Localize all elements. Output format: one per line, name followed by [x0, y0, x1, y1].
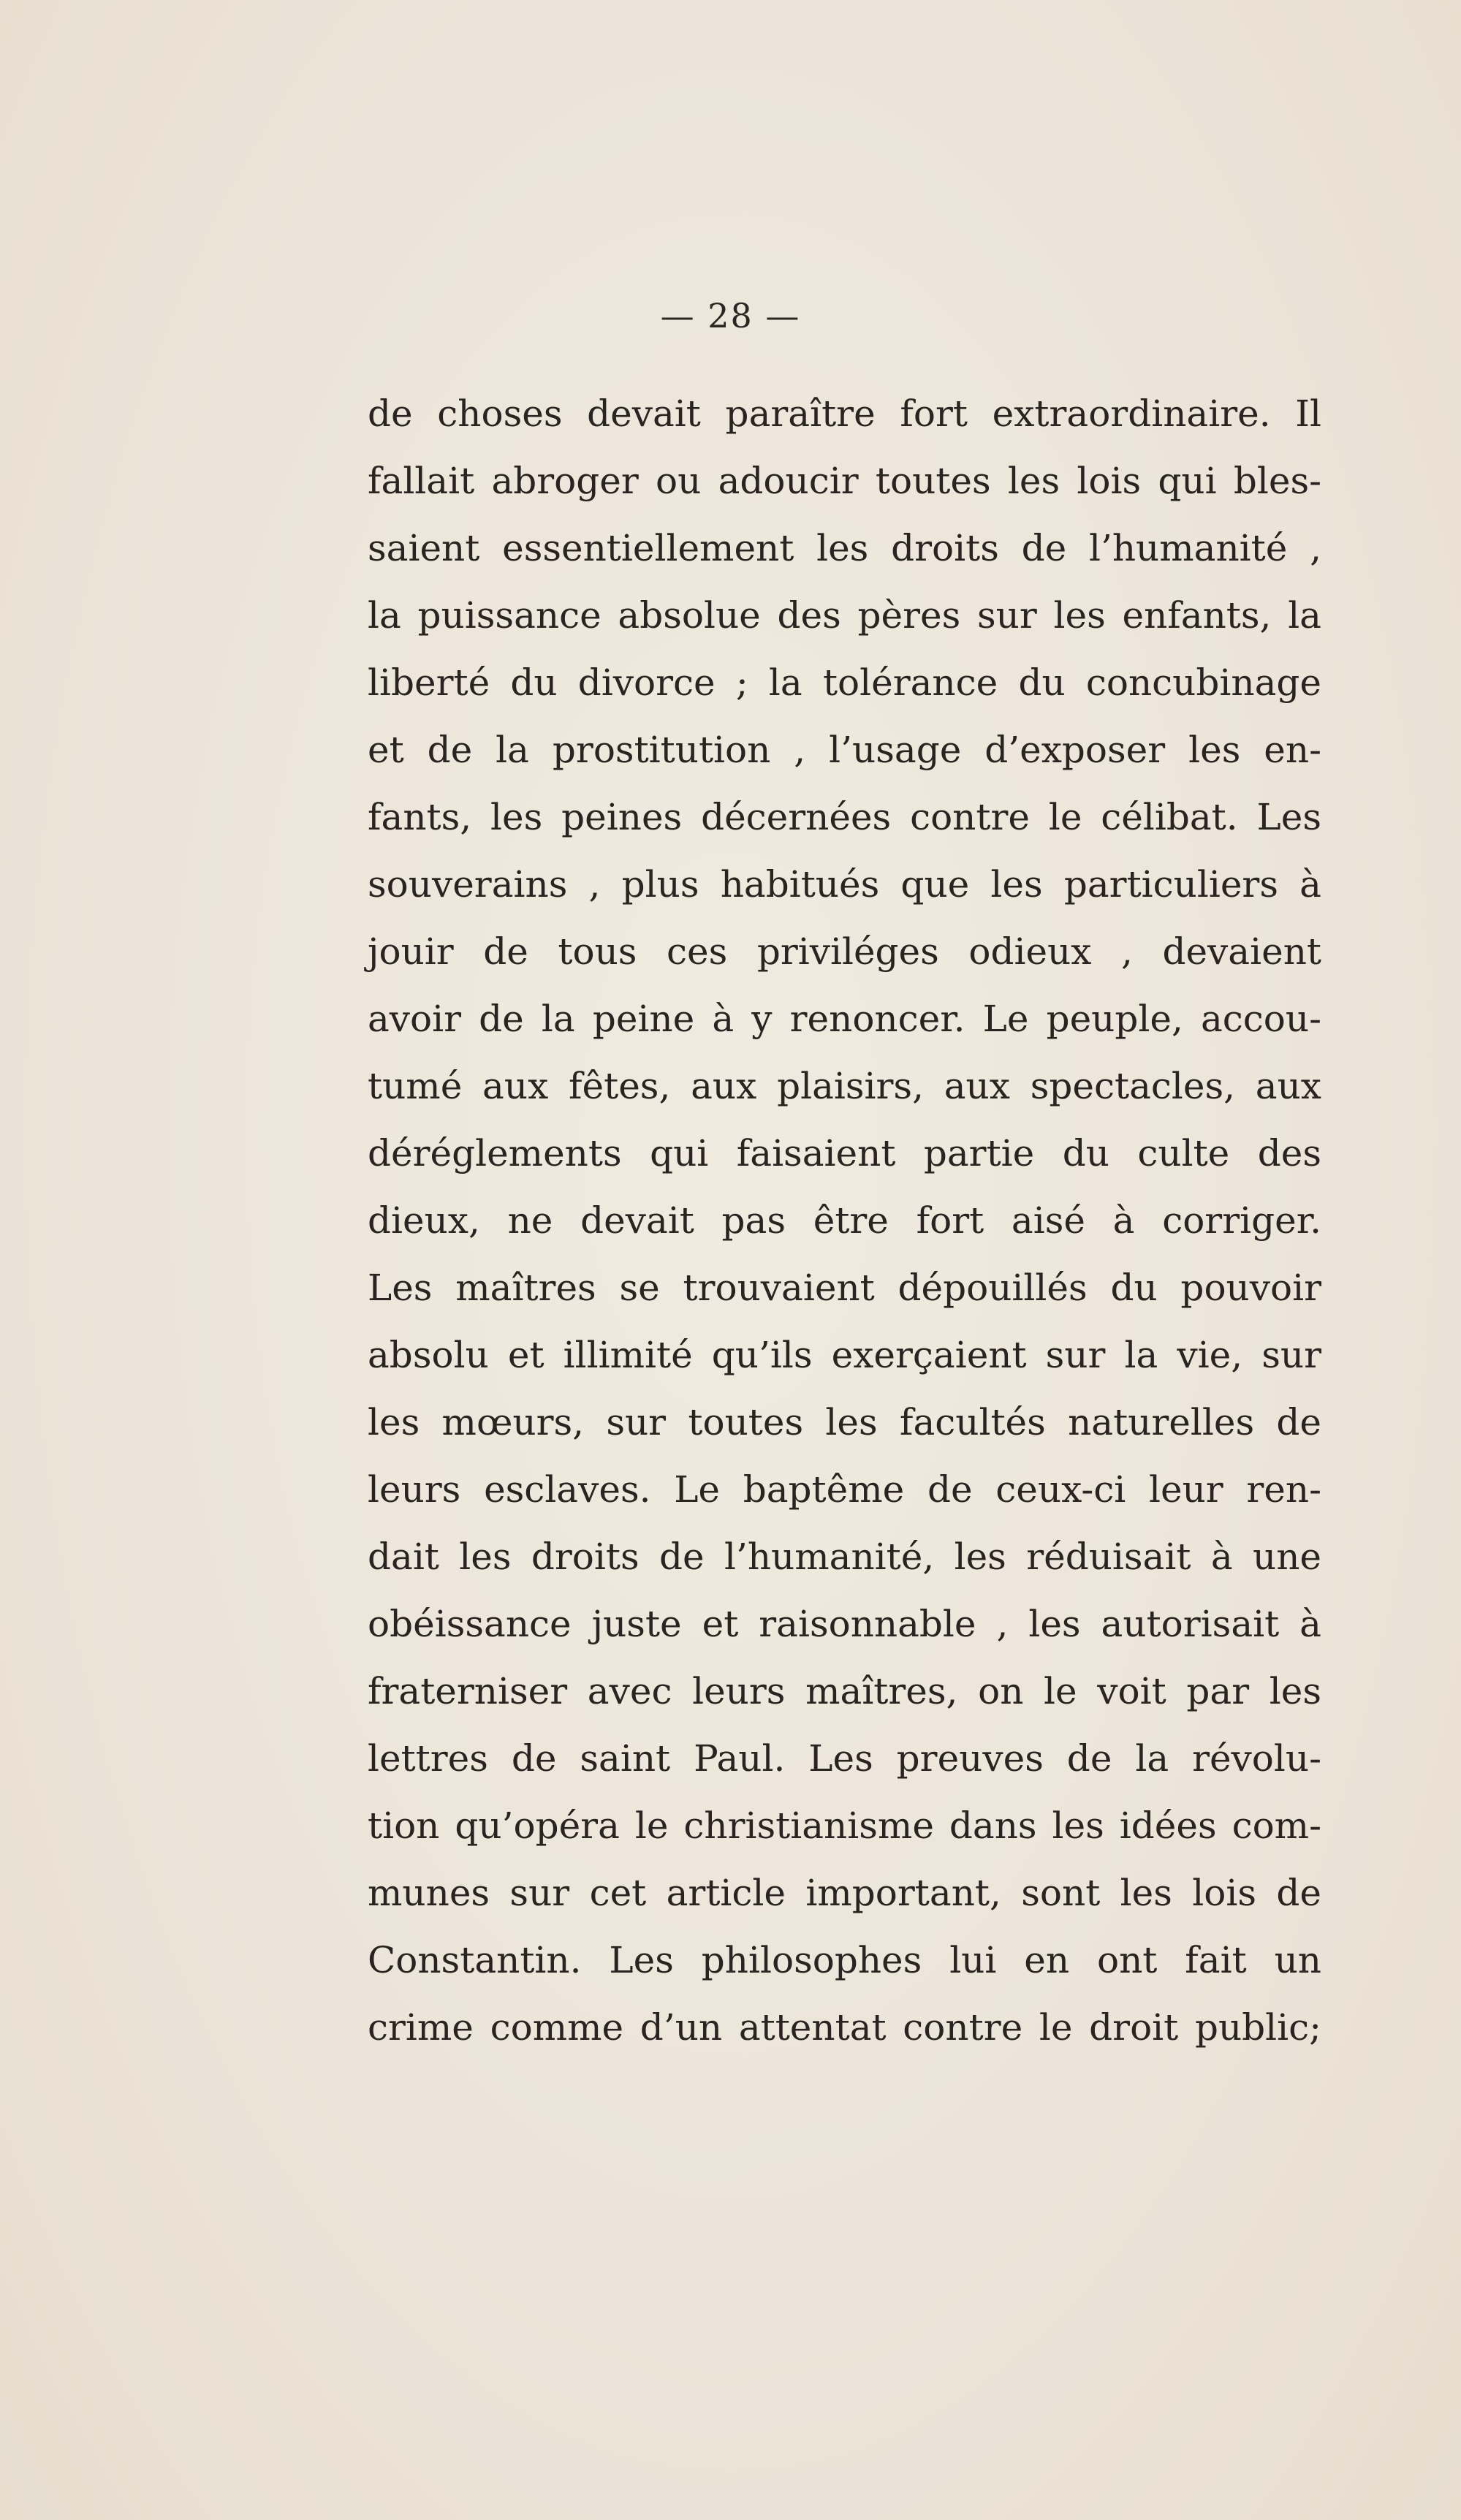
text-line: dait les droits de l’humanité, les réduisait à une	[368, 1536, 1321, 1578]
text-line: Constantin. Les philosophes lui en ont fait un	[368, 1939, 1321, 1981]
text-line: absolu et illimité qu’ils exerçaient sur la vie, sur	[368, 1334, 1321, 1376]
text-line: obéissance juste et raisonnable , les autorisait à	[368, 1603, 1321, 1645]
text-line: crime comme d’un attentat contre le droit public;	[368, 2006, 1321, 2049]
text-line: et de la prostitution , l’usage d’exposer les en-	[368, 729, 1321, 771]
text-line: les mœurs, sur toutes les facultés naturelles de	[368, 1401, 1321, 1443]
text-line: de choses devait paraître fort extraordinaire. Il	[368, 392, 1321, 435]
text-line: souverains , plus habitués que les particuliers à	[368, 863, 1321, 906]
text-line: lettres de saint Paul. Les preuves de la révolu-	[368, 1737, 1321, 1780]
text-line: la puissance absolue des pères sur les enfants, la	[368, 594, 1321, 637]
text-line: fallait abroger ou adoucir toutes les lois qui bles-	[368, 460, 1321, 502]
text-line: jouir de tous ces priviléges odieux , devaient	[368, 930, 1321, 973]
text-line: dieux, ne devait pas être fort aisé à corriger.	[368, 1199, 1321, 1242]
text-line: tion qu’opéra le christianisme dans les idées com-	[368, 1804, 1321, 1847]
text-line: fants, les peines décernées contre le célibat. Les	[368, 796, 1321, 838]
text-line: liberté du divorce ; la tolérance du concubinage	[368, 661, 1321, 704]
text-line: leurs esclaves. Le baptême de ceux-ci leur ren-	[368, 1468, 1321, 1511]
text-line: fraterniser avec leurs maîtres, on le voit par les	[368, 1670, 1321, 1712]
body-text	[368, 380, 1321, 2061]
text-line: saient essentiellement les droits de l’humanité ,	[368, 527, 1321, 569]
text-line: tumé aux fêtes, aux plaisirs, aux spectacles, aux	[368, 1065, 1321, 1107]
text-line: avoir de la peine à y renoncer. Le peuple, accou-	[368, 998, 1321, 1040]
text-line: déréglements qui faisaient partie du culte des	[368, 1132, 1321, 1174]
page-number: — 28 —	[660, 296, 801, 335]
text-line: munes sur cet article important, sont les lois de	[368, 1872, 1321, 1914]
text-line: Les maîtres se trouvaient dépouillés du pouvoir	[368, 1267, 1321, 1309]
